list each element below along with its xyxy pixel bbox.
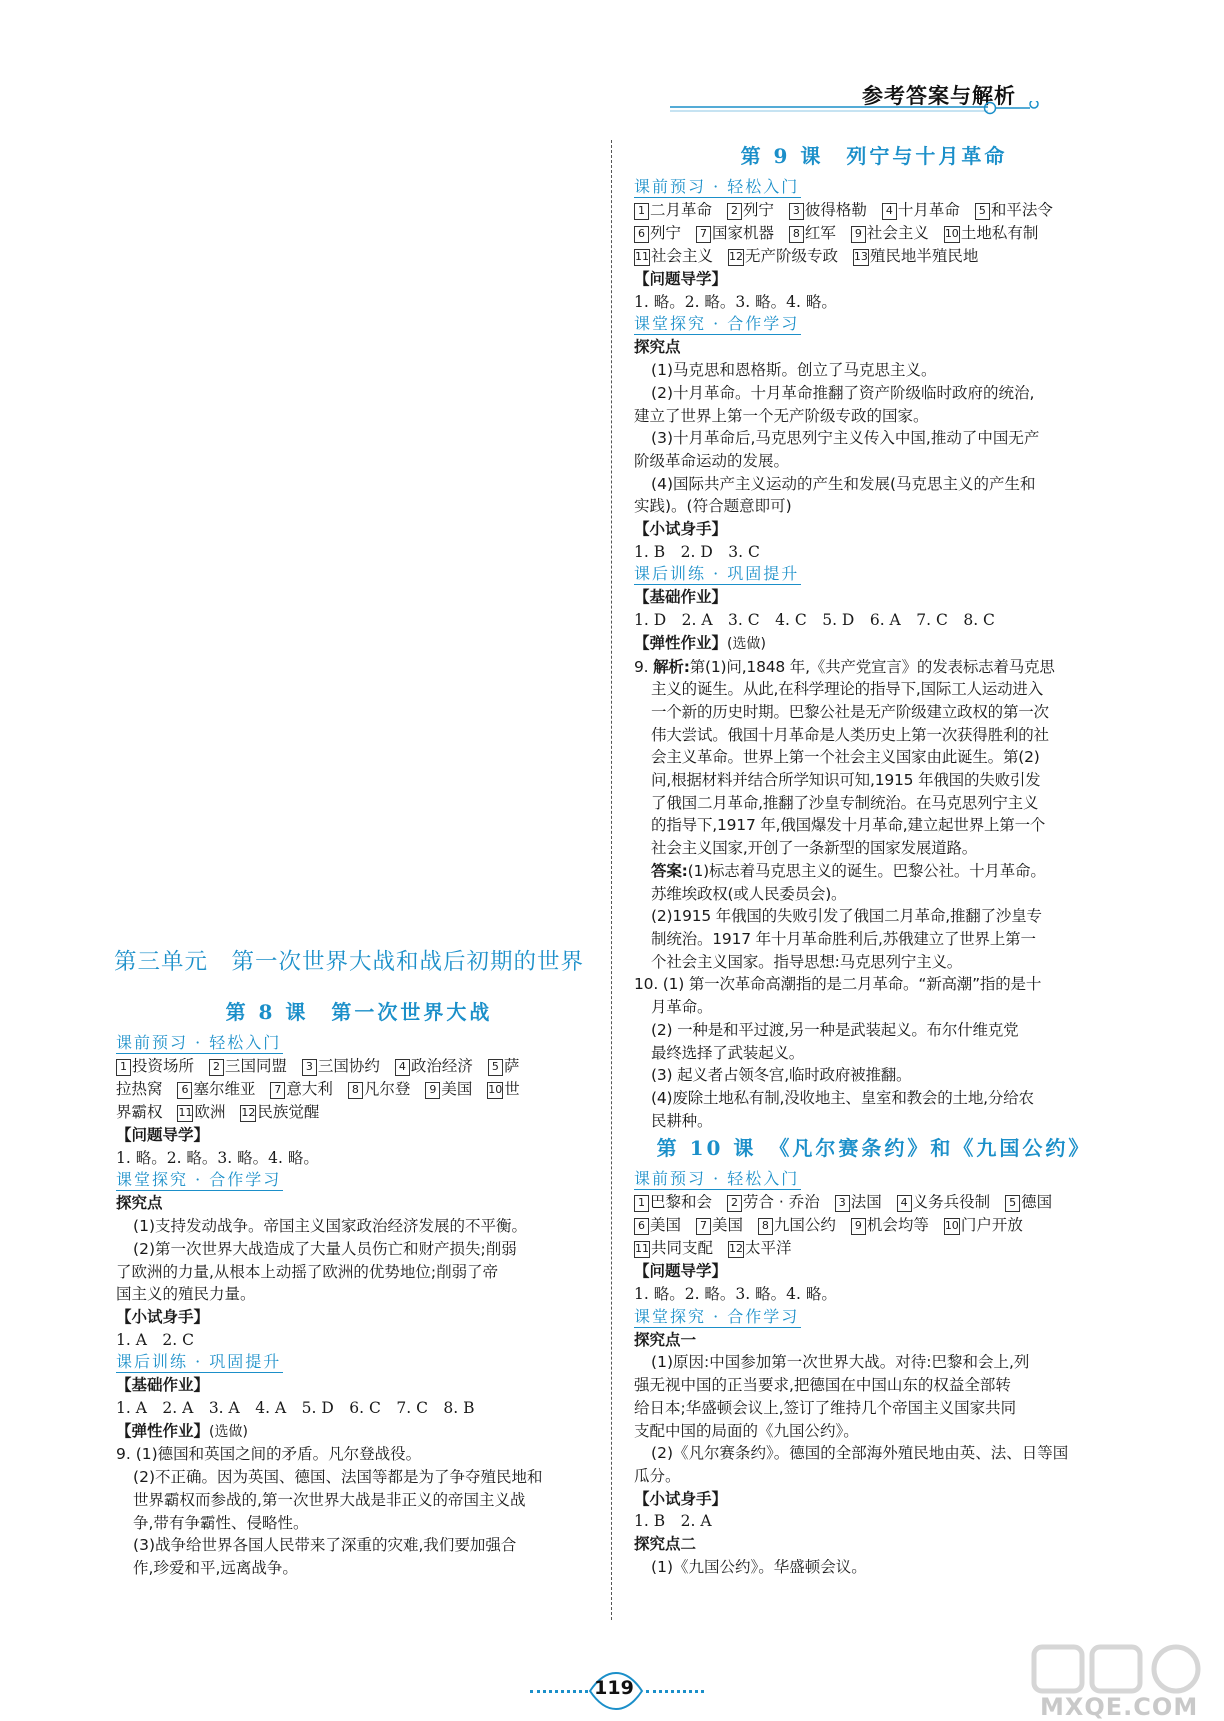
elastic-line: (2)不正确。因为英国、德国、法国等都是为了争夺殖民地和 [133, 1468, 543, 1487]
list-item: 11 社会主义 [635, 247, 714, 265]
explore-heading: 探究点 [116, 1194, 163, 1213]
explore-line: (2)《凡尔赛条约》。德国的全部海外殖民地由英、法、日等国 [651, 1444, 1069, 1463]
list-item: 12 无产阶级专政 [728, 247, 838, 265]
list-item: 6 列宁 [634, 224, 681, 242]
basic-heading: 【基础作业】 [634, 588, 728, 607]
list-item: 10 门户开放 [944, 1216, 1023, 1235]
explore-line: 支配中国的局面的《九国公约》。 [634, 1421, 859, 1440]
section-explore: 课堂探究 · 合作学习 [116, 1170, 282, 1190]
elastic-note: (选做) [209, 1423, 248, 1440]
section-after-class: 课后训练 · 巩固提升 [634, 564, 800, 584]
list-item: 12 太平洋 [728, 1239, 792, 1258]
section-explore: 课堂探究 · 合作学习 [634, 1306, 800, 1326]
explore-1-heading: 探究点一 [634, 1330, 697, 1349]
analysis-line: 第(1)问,1848 年,《共产党宣言》的发表标志着马克思 [689, 657, 1055, 676]
list-item: 4 十月革命 [882, 201, 960, 219]
explore-line: 建立了世界上第一个无产阶级专政的国家。 [634, 406, 929, 425]
try-answers: 1. B 2. D 3. C [634, 542, 760, 561]
explore-line: (1)支持发动战争。帝国主义国家政治经济发展的不平衡。 [133, 1217, 528, 1236]
explore-line: (3)十月革命后,马克思列宁主义传入中国,推动了中国无产 [651, 429, 1040, 448]
question-guide-answers: 1. 略。2. 略。3. 略。4. 略。 [634, 292, 837, 311]
explore-2-heading: 探究点二 [634, 1535, 697, 1554]
list-item: 11 共同支配 [635, 1239, 714, 1258]
list-item: 6 美国 [634, 1216, 681, 1234]
list-item: 13 殖民地半殖民地 [853, 247, 979, 265]
header-title: 参考答案与解析 [862, 84, 1016, 108]
footer-dots-left [530, 1690, 588, 1693]
analysis-line: 伟大尝试。俄国十月革命是人类历史上第一次获得胜利的社 [651, 725, 1049, 744]
lesson-10-title: 第 10 课 《凡尔赛条约》和《九国公约》 [656, 1136, 1092, 1161]
list-item: 2 列宁 [727, 201, 774, 219]
basic-answers: 1. D 2. A 3. C 4. C 5. D 6. A 7. C 8. C [634, 611, 995, 630]
unit-title: 第三单元 第一次世界大战和战后初期的世界 [114, 949, 585, 975]
list-item: 3 三国协约 [302, 1057, 380, 1075]
lesson-8-title: 第 8 课 第一次世界大战 [225, 1000, 493, 1024]
explore-heading: 探究点 [634, 338, 681, 357]
watermark-text: MXQE.COM [1040, 1693, 1199, 1721]
list-item: 界霸权 [116, 1103, 163, 1121]
section-explore: 课堂探究 · 合作学习 [634, 314, 800, 334]
explore-line: 实践)。(符合题意即可) [634, 497, 792, 516]
elastic-heading: 【弹性作业】 [116, 1421, 210, 1440]
q10-line: (4)废除土地私有制,没收地主、皇室和教会的土地,分给农 [651, 1088, 1034, 1107]
try-answers: 1. A 2. C [116, 1330, 194, 1349]
watermark-logo-icon [1030, 1641, 1210, 1697]
explore-line: 阶级革命运动的发展。 [634, 451, 790, 470]
list-item: 10 世 [488, 1080, 520, 1098]
list-item: 拉热窝 [116, 1080, 163, 1098]
watermark [1000, 1641, 1220, 1721]
list-item: 2 三国同盟 [209, 1057, 287, 1075]
list-item: 7 美国 [696, 1216, 743, 1234]
analysis-line: 了俄国二月革命,推翻了沙皇专制统治。在马克思列宁主义 [651, 793, 1039, 812]
list-item: 7 国家机器 [696, 224, 774, 242]
list-item: 3 法国 [835, 1193, 882, 1211]
elastic-line: 世界霸权而参战的,第一次世界大战是非正义的帝国主义战 [133, 1490, 526, 1509]
lesson-9-title: 第 9 课 列宁与十月革命 [740, 144, 1008, 168]
list-item: 4 政治经济 [395, 1057, 473, 1075]
q10-line: (2) 一种是和平过渡,另一种是武装起义。布尔什维克党 [651, 1020, 1019, 1039]
list-item: 5 萨 [488, 1057, 520, 1075]
try-answers: 1. B 2. A [634, 1512, 712, 1531]
explore-line: (4)国际共产主义运动的产生和发展(马克思主义的产生和 [651, 474, 1036, 493]
question-guide-answers: 1. 略。2. 略。3. 略。4. 略。 [116, 1148, 319, 1167]
elastic-line: 9. (1)德国和英国之间的矛盾。凡尔登战役。 [116, 1445, 422, 1464]
q10-line: 月革命。 [651, 998, 713, 1017]
question-guide-heading: 【问题导学】 [116, 1126, 210, 1144]
explore-line: (1)《九国公约》。华盛顿会议。 [651, 1557, 867, 1576]
list-item: 9 社会主义 [851, 224, 929, 242]
section-preview: 课前预习 · 轻松入门 [634, 177, 800, 196]
section-after-class: 课后训练 · 巩固提升 [116, 1352, 282, 1372]
q10-line: (3) 起义者占领冬宫,临时政府被推翻。 [651, 1066, 912, 1085]
try-heading: 【小试身手】 [634, 1489, 728, 1508]
question-guide-heading: 【问题导学】 [634, 1262, 728, 1281]
list-item: 9 机会均等 [851, 1216, 929, 1234]
elastic-line: (3)战争给世界各国人民带来了深重的灾难,我们要加强合 [133, 1536, 517, 1555]
list-item: 5 德国 [1005, 1193, 1052, 1211]
elastic-line: 争,带有争霸性、侵略性。 [133, 1513, 309, 1532]
basic-answers: 1. A 2. A 3. A 4. A 5. D 6. C 7. C 8. B [116, 1399, 475, 1418]
header-decoration [670, 101, 1050, 115]
page-number-footer [530, 1674, 710, 1714]
elastic-heading: 【弹性作业】 [634, 633, 728, 652]
analysis-line: 问,根据材料并结合所学知识可知,1915 年俄国的失败引发 [651, 771, 1041, 790]
list-item: 7 意大利 [270, 1080, 333, 1098]
list-item: 1 投资场所 [116, 1057, 194, 1075]
right-column: 第 9 课 列宁与十月革命 课前预习 · 轻松入门 1 二月革命 2 列宁 3 彼得格勒 4 十月革命 5 和平法令 6 列宁 7 国家机器 8 红军 9 社会主义 10 土地私有制 11 社会主义 12 无产阶级专政 13 殖民地半殖民地 【问题导学】 1. 略。2. 略。3. 略。4. 略。 课堂探究 · 合作学习 探究点 (1)马克思和恩格斯。创立了马克思主义。 (2)十月革命。十月革命推翻了资产阶级临时政府的统治, 建立了世界上第一个无产阶级专政的国家。 (3)十月革命后,马克思列宁主义传入中国,推动了中国无产 阶级革命运动的发展。 (4)国际共产主义运动的产生和发展(马克思主义的产生和 实践)。(符合题意即可) 【小试身手】 1. B 2. D 3. C 课后训练 · 巩固提升 【基础作业】 1. D 2. A 3. C 4. C 5. D 6. A 7. C 8. C 【弹性作业】(选做) 9. 解析:第(1)问,1848 年,《共产党宣言》的发表标志着马克思 主义的诞生。从此,在科学理论的指导下,国际工人运动进入 一个新的历史时期。巴黎公社是无产阶级建立政权的第一次 伟大尝试。俄国十月革命是人类历史上第一次获得胜利的社 会主义革命。世界上第一个社会主义国家由此诞生。第(2) 问,根据材料并结合所学知识可知,1915 年俄国的失败引发 了俄国二月革命,推翻了沙皇专制统治。在马克思列宁主义 的指导下,1917 年,俄国爆发十月革命,建立起世界上第一个 社会主义国家,开创了一条新型的国家发展道路。 答案:(1)标志着马克思主义的诞生。巴黎公社。十月革命。 苏维埃政权(或人民委员会)。 (2)1915 年俄国的失败引发了俄国二月革命,推翻了沙皇专 制统治。1917 年十月革命胜利后,苏俄建立了世界上第一 个社会主义国家。指导思想:马克思列宁主义。 10. (1) 第一次革命高潮指的是二月革命。“新高潮”指的是十 月革命。 (2) 一种是和平过渡,另一种是武装起义。布尔什维克党 最终选择了武装起义。 (3) 起义者占领冬宫,临时政府被推翻。 (4)废除土地私有制,没收地主、皇室和教会的土地,分给农 民耕种。 第 10 课 《凡尔赛条约》和《九国公约》 课前预习 · 轻松入门 1 巴黎和会 2 劳合 · 乔治 3 法国 4 义务兵役制 5 德国 6 美国 7 美国 8 九国公约 9 机会均等 10 门户开放 11 共同支配 12 太平洋 【问题导学】 1. 略。2. 略。3. 略。4. 略。 课堂探究 · 合作学习 探究点一 (1)原因:中国参加第一次世界大战。对待:巴黎和会上,列 强无视中国的正当要求,把德国在中国山东的权益全部转 给日本;华盛顿会议上,签订了维持几个帝国主义国家共同 支配中国的局面的《九国公约》。 (2)《凡尔赛条约》。德国的全部海外殖民地由英、法、日等国 瓜分。 【小试身手】 1. B 2. A 探究点二 (1)《九国公约》。华盛顿会议。 [634, 140, 1114, 1578]
explore-line: (2)十月革命。十月革命推翻了资产阶级临时政府的统治, [651, 383, 1035, 402]
q10-line: 10. (1) 第一次革命高潮指的是二月革命。“新高潮”指的是十 [634, 975, 1042, 994]
answer-label: 答案: [651, 861, 688, 880]
list-item: 3 彼得格勒 [789, 201, 867, 219]
explore-line: 瓜分。 [634, 1466, 681, 1485]
explore-line: (1)原因:中国参加第一次世界大战。对待:巴黎和会上,列 [651, 1353, 1030, 1372]
answer-line: (1)标志着马克思主义的诞生。巴黎公社。十月革命。 [687, 861, 1046, 880]
try-heading: 【小试身手】 [116, 1307, 210, 1326]
preview-items [116, 1055, 602, 1124]
answer-line: 制统治。1917 年十月革命胜利后,苏俄建立了世界上第一 [651, 929, 1036, 948]
list-item: 8 红军 [789, 224, 836, 242]
analysis-line: 社会主义国家,开创了一条新型的国家发展道路。 [651, 839, 978, 858]
list-item: 11 欧洲 [178, 1103, 226, 1121]
explore-line: (2)第一次世界大战造成了大量人员伤亡和财产损失;削弱 [133, 1239, 517, 1258]
preview-items [634, 199, 1114, 268]
footer-dots-right [646, 1690, 704, 1693]
explore-line: (1)马克思和恩格斯。创立了马克思主义。 [651, 361, 937, 380]
answer-line: 个社会主义国家。指导思想:马克思列宁主义。 [651, 952, 963, 971]
list-item: 2 劳合 · 乔治 [727, 1193, 820, 1211]
elastic-note: (选做) [727, 635, 766, 652]
answer-line: (2)1915 年俄国的失败引发了俄国二月革命,推翻了沙皇专 [651, 907, 1042, 926]
answer-line: 苏维埃政权(或人民委员会)。 [651, 884, 847, 903]
list-item: 1 巴黎和会 [634, 1193, 712, 1211]
explore-line: 了欧洲的力量,从根本上动摇了欧洲的优势地位;削弱了帝 [116, 1262, 499, 1281]
preview-items [634, 1191, 1114, 1260]
list-item: 8 凡尔登 [348, 1080, 411, 1098]
list-item: 12 民族觉醒 [241, 1103, 320, 1121]
analysis-line: 的指导下,1917 年,俄国爆发十月革命,建立起世界上第一个 [651, 816, 1046, 835]
basic-heading: 【基础作业】 [116, 1376, 210, 1395]
explore-line: 给日本;华盛顿会议上,签订了维持几个帝国主义国家共同 [634, 1398, 1017, 1417]
q10-line: 民耕种。 [651, 1111, 713, 1130]
analysis-line: 会主义革命。世界上第一个社会主义国家由此诞生。第(2) [651, 748, 1040, 767]
page-number: 119 [594, 1677, 634, 1699]
list-item: 4 义务兵役制 [897, 1193, 991, 1211]
q10-line: 最终选择了武装起义。 [651, 1043, 805, 1062]
column-divider [611, 140, 612, 1620]
left-column [116, 948, 602, 1580]
analysis-label: 解析: [653, 657, 690, 676]
list-item: 1 二月革命 [634, 201, 712, 219]
section-preview: 课前预习 · 轻松入门 [116, 1033, 282, 1052]
section-preview: 课前预习 · 轻松入门 [634, 1169, 800, 1189]
list-item: 6 塞尔维亚 [177, 1080, 255, 1098]
list-item: 9 美国 [425, 1080, 472, 1098]
analysis-line: 一个新的历史时期。巴黎公社是无产阶级建立政权的第一次 [651, 702, 1049, 721]
explore-line: 国主义的殖民力量。 [116, 1285, 256, 1304]
list-item: 8 九国公约 [758, 1216, 836, 1234]
list-item: 5 和平法令 [975, 201, 1053, 219]
analysis-line: 主义的诞生。从此,在科学理论的指导下,国际工人运动进入 [651, 680, 1044, 699]
question-guide-heading: 【问题导学】 [634, 270, 728, 288]
explore-line: 强无视中国的正当要求,把德国在中国山东的权益全部转 [634, 1376, 1011, 1395]
try-heading: 【小试身手】 [634, 520, 728, 539]
list-item: 10 土地私有制 [944, 224, 1039, 242]
elastic-line: 作,珍爱和平,远离战争。 [133, 1558, 298, 1577]
question-guide-answers: 1. 略。2. 略。3. 略。4. 略。 [634, 1285, 837, 1304]
